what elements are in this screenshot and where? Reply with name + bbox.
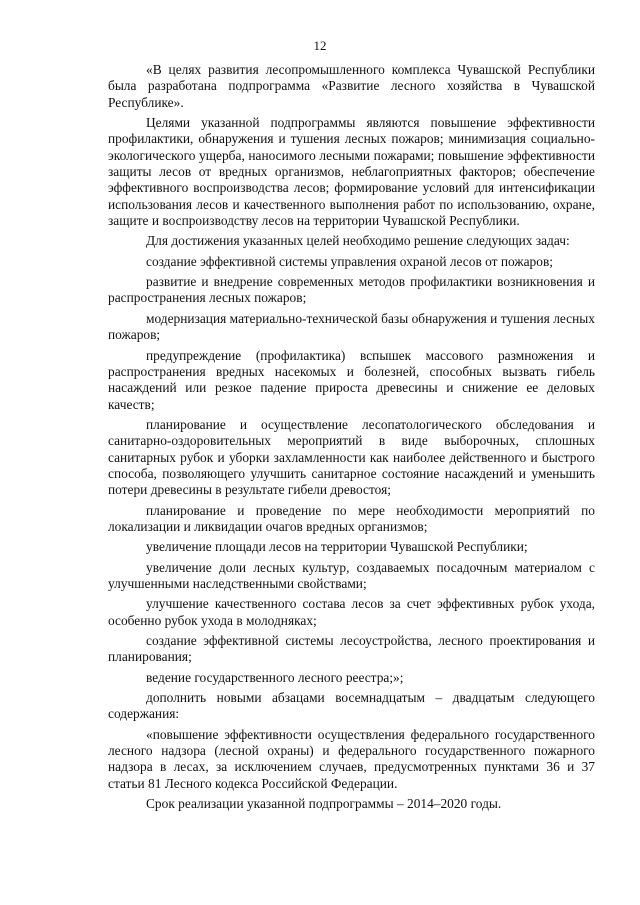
- list-item-pest-localization: планирование и проведение по мере необходимости мероприятий по локализации и ликвидации очагов вредных организмов;: [108, 502, 595, 534]
- paragraph-amendment-instruction: дополнить новыми абзацами восемнадцатым – двадцатым следующего содержания:: [108, 690, 595, 722]
- list-item-forest-composition: улучшение качественного состава лесов за счет эффективных рубок ухода, особенно рубок ухода в молодняках;: [108, 596, 595, 628]
- list-item-fire-detection-base: модернизация материально-технической базы обнаружения и тушения лесных пожаров;: [108, 310, 595, 343]
- list-item-forest-cultures: увеличение доли лесных культур, создаваемых посадочным материалом с улучшенными наследственными свойствами;: [108, 559, 595, 591]
- list-item-fire-prevention-methods: развитие и внедрение современных методов профилактики возникновения и распространения лесных пожаров;: [108, 274, 595, 306]
- paragraph-goals: Целями указанной подпрограммы являются повышение эффективности профилактики, обнаружения и тушения лесных пожаров; минимизация социально-экологического ущерба, наносимого лесными пожарами; повышение эффективности защиты лесов от вредных организмов, неблагоприятных факторов; обеспечение эффективного воспроизводства лесов; формирование условий для интенсификации использования лесов и качественного выполнения работ по использованию, охране, защите и воспроизводству лесов на территории Чувашской Республики.: [108, 115, 595, 229]
- document-body: [108, 62, 595, 812]
- paragraph-intro-subprogram: «В целях развития лесопромышленного комплекса Чувашской Республики была разработана подпрограмма «Развитие лесного хозяйства в Чувашской Республике».: [108, 62, 595, 110]
- page-number: 12: [313, 38, 327, 53]
- list-item-forest-registry: ведение государственного лесного реестра;»;: [146, 669, 404, 685]
- list-item-forest-management: создание эффективной системы лесоустройства, лесного проектирования и планирования;: [108, 633, 595, 665]
- list-item-pest-prevention: предупреждение (профилактика) вспышек массового размножения и распространения вредных насекомых и болезней, способных вызвать гибель насаждений или резкое падение прироста древесины и снижение ее деловых качеств;: [108, 347, 595, 412]
- list-item-forest-area: увеличение площади лесов на территории Чувашской Республики;: [146, 539, 528, 555]
- list-item-fire-management: создание эффективной системы управления охраной лесов от пожаров;: [146, 253, 553, 269]
- list-item-supervision-efficiency: «повышение эффективности осуществления федерального государственного лесного надзора (лесной охраны) и федерального государственного пожарного надзора в лесах, за исключением случаев, предусмотренных пунктами 36 и 37 статьи 81 Лесного кодекса Российской Федерации.: [108, 726, 595, 791]
- paragraph-tasks-intro: Для достижения указанных целей необходимо решение следующих задач:: [146, 233, 570, 249]
- paragraph-implementation-period: Срок реализации указанной подпрограммы – 2014–2020 годы.: [146, 796, 502, 812]
- list-item-forest-pathology: планирование и осуществление лесопатологического обследования и санитарно-оздоровительных мероприятий в виде выборочных, сплошных санитарных рубок и уборки захламленности как наиболее действенного и быстрого способа, позволяющего улучшить санитарное состояние насаждений и уменьшить потери древесины в результате гибели древостоя;: [108, 416, 595, 498]
